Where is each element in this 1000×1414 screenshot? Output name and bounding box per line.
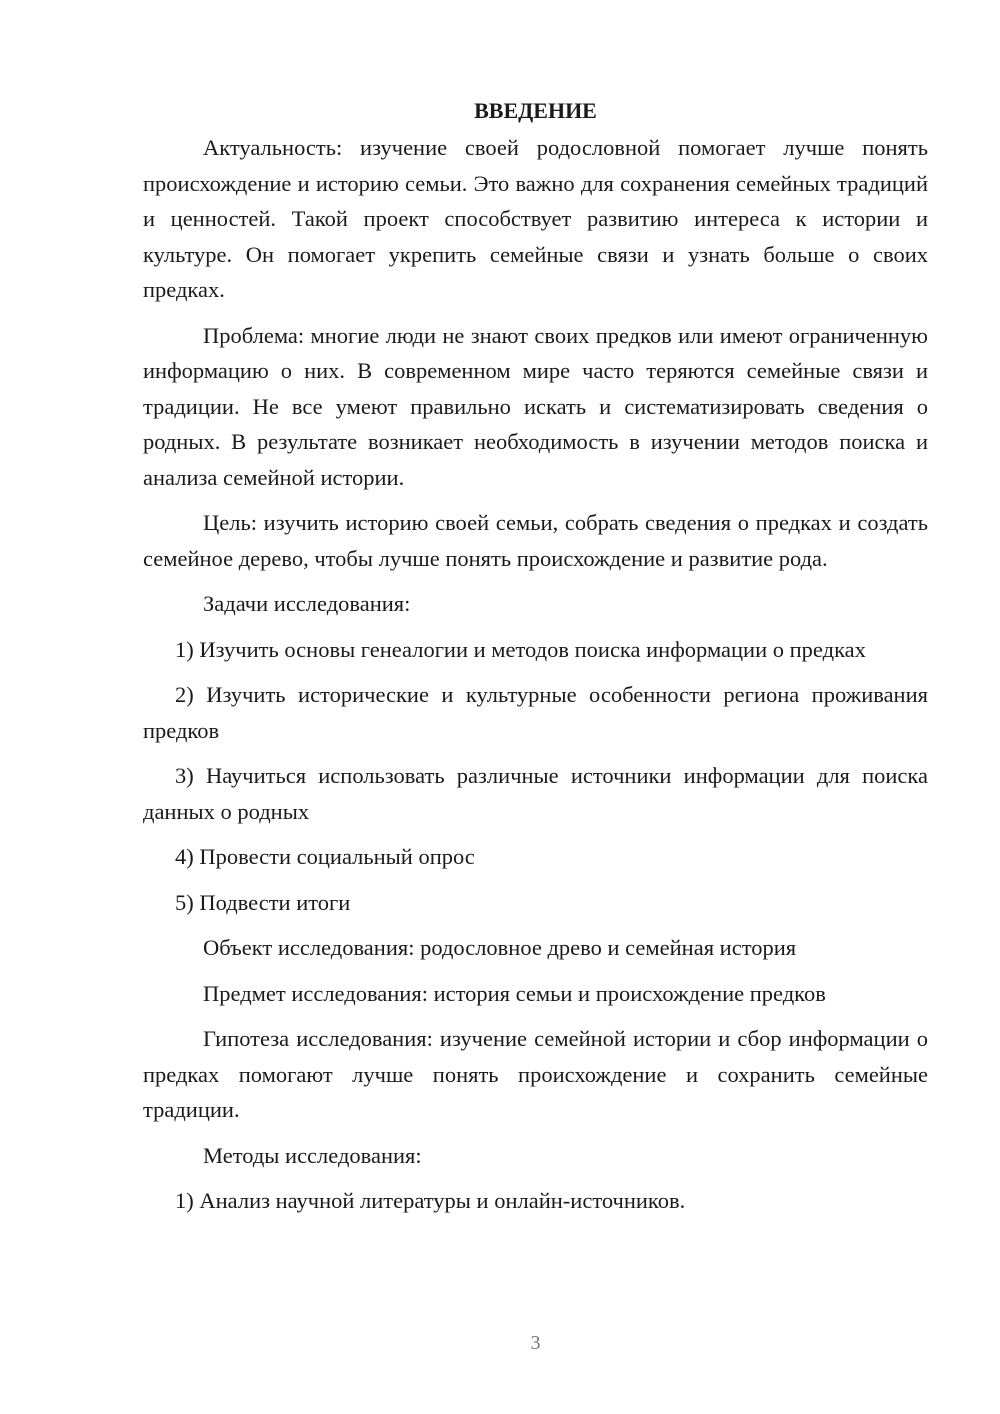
paragraph-subject: Предмет исследования: история семьи и происхождение предков — [203, 980, 826, 1006]
list-item-method-1: 1) Анализ научной литературы и онлайн-источников. — [175, 1188, 686, 1213]
paragraph-tasks-heading: Задачи исследования: — [203, 591, 411, 616]
list-item-task-1: 1) Изучить основы генеалогии и методов поиска информации о предках — [175, 636, 866, 662]
page-number: 3 — [530, 1332, 541, 1354]
paragraph-object: Объект исследования: родословное древо и семейная история — [203, 935, 797, 960]
list-item-task-3: 3) Научиться использовать различные источники информации для поиска данных о родных — [143, 763, 928, 824]
section-title: ВВЕДЕНИЕ — [474, 98, 597, 123]
list-item-task-4: 4) Провести социальный опрос — [175, 844, 475, 869]
list-item-task-5: 5) Подвести итоги — [175, 889, 351, 915]
paragraph-relevance: Актуальность: изучение своей родословной помогает лучше понять происхождение и историю семьи. Это важно для сохранения семейных традиций и ценностей. Такой проект способствует развитию интереса к истории и культуре. Он помогает укрепить семейные связи и узнать больше о своих предках. — [143, 135, 928, 302]
paragraph-problem: Проблема: многие люди не знают своих предков или имеют ограниченную информацию о них. В современном мире часто теряются семейные связи и традиции. Не все умеют правильно искать и систематизировать сведения о родных. В результате возникает необходимость в изучении методов поиска и анализа семейной истории. — [143, 322, 928, 490]
paragraph-hypothesis: Гипотеза исследования: изучение семейной истории и сбор информации о предках помогают лучше понять происхождение и сохранить семейные традиции. — [143, 1026, 928, 1122]
document-page — [143, 96, 928, 1229]
list-item-task-2: 2) Изучить исторические и культурные особенности региона проживания предков — [143, 682, 928, 743]
paragraph-goal: Цель: изучить историю своей семьи, собрать сведения о предках и создать семейное дерево, чтобы лучше понять происхождение и развитие рода. — [143, 510, 928, 571]
paragraph-methods-heading: Методы исследования: — [203, 1142, 422, 1168]
